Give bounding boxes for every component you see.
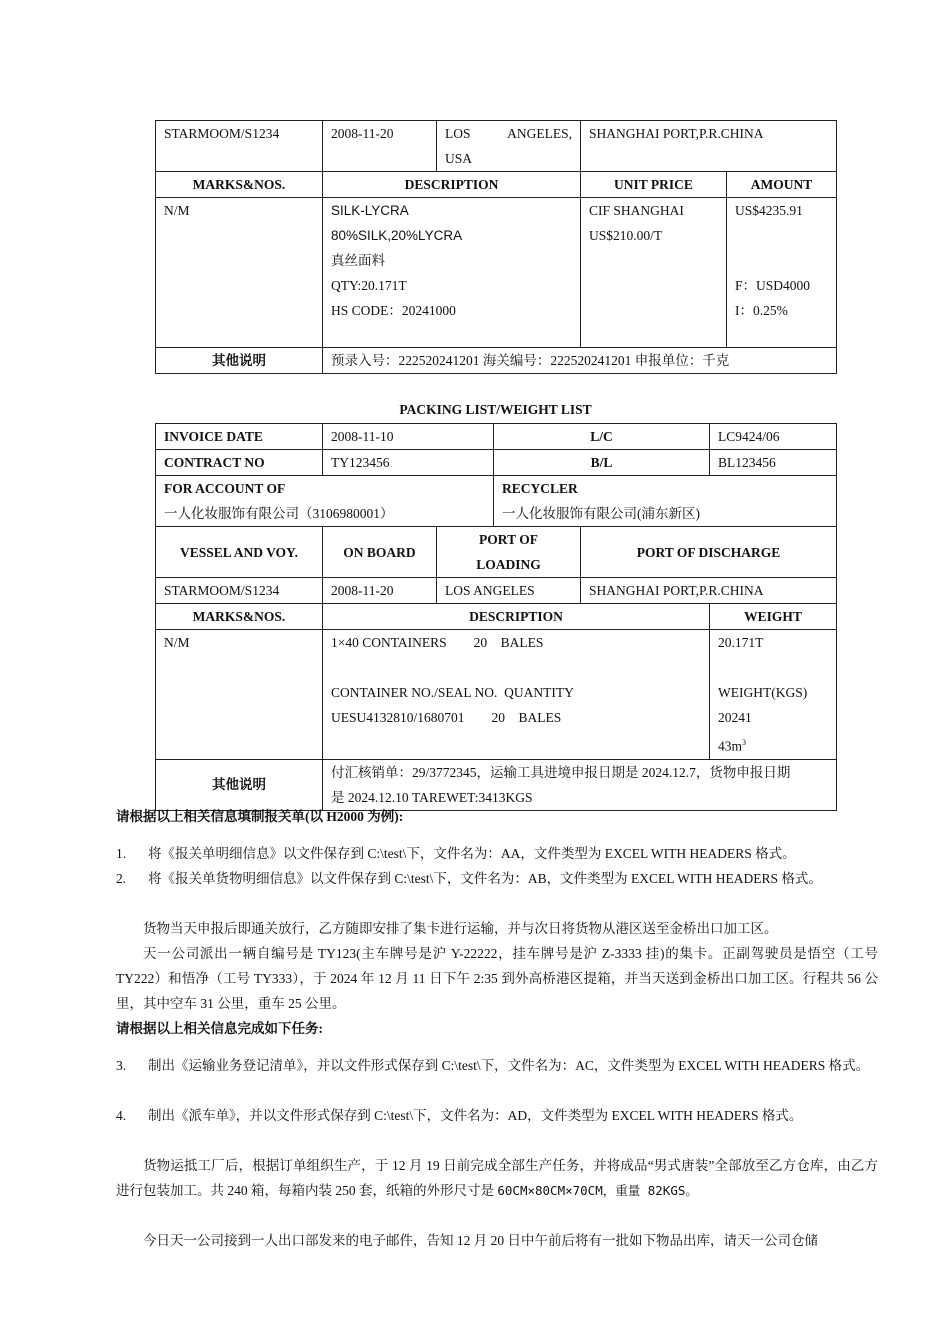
pl-desc-line: UESU4132810/1680701 20 BALES	[331, 710, 562, 725]
pl-other-cell	[323, 759, 837, 810]
task-text: 将《报关单明细信息》以文件保存到 C:\test\下，文件名为：AA，文件类型为 EXCEL WITH HEADERS 格式。	[148, 846, 796, 861]
account-value: 一人化妆服饰有限公司（3106980001）	[164, 506, 394, 521]
lc-label: L/C	[494, 424, 710, 450]
decl-header-description: DESCRIPTION	[323, 172, 581, 198]
price-line: CIF SHANGHAI	[589, 203, 684, 218]
on-board-label: ON BOARD	[323, 527, 437, 578]
decl-header-amount: AMOUNT	[727, 172, 837, 198]
pl-weight-line: 20241	[718, 710, 752, 725]
contract-label: CONTRACT NO	[156, 450, 323, 476]
paragraph-4: 今日天一公司接到一人出口部发来的电子邮件，告知 12 月 20 日中午前后将有一批如下物品出库，请天一公司仓储	[143, 1233, 818, 1248]
pl-other-label: 其他说明	[156, 759, 323, 810]
packing-table	[155, 423, 837, 811]
decl-amount-cell	[727, 198, 837, 348]
packing-list-title: PACKING LIST/WEIGHT LIST	[399, 402, 592, 417]
decl-port-from-3: USA	[445, 151, 473, 166]
instruction-1: 请根据以上相关信息填制报关单(以 H2000 为例):	[116, 809, 404, 824]
desc-line: 80%SILK,20%LYCRA	[331, 228, 463, 243]
lc-value: LC9424/06	[710, 424, 837, 450]
pod-value: SHANGHAI PORT,P.R.CHINA	[581, 578, 837, 604]
pod-label: PORT OF DISCHARGE	[581, 527, 837, 578]
decl-header-marks: MARKS&NOS.	[156, 172, 323, 198]
desc-line: QTY:20.171T	[331, 278, 407, 293]
paragraph-3-dims: 60CM×80CM×70CM，重量 82KGS。	[497, 1183, 698, 1198]
task-item	[116, 1053, 878, 1078]
task-num: 4.	[116, 1108, 127, 1123]
pl-weight-label: WEIGHT	[710, 604, 837, 630]
pl-weight-line: 20.171T	[718, 635, 764, 650]
pl-desc-line: 1×40 CONTAINERS 20 BALES	[331, 635, 544, 650]
price-line: US$210.00/T	[589, 228, 663, 243]
vessel-label: VESSEL AND VOY.	[156, 527, 323, 578]
task-text: 将《报关单货物明细信息》以文件保存到 C:\test\下，文件名为：AB，文件类型为 EXCEL WITH HEADERS 格式。	[148, 871, 822, 886]
decl-port-from-2: ANGELES,	[507, 126, 572, 141]
decl-amount: US$4235.91	[735, 203, 803, 218]
decl-date: 2008-11-20	[323, 121, 437, 172]
on-board-value: 2008-11-20	[323, 578, 437, 604]
pol-label-2: LOADING	[476, 557, 541, 572]
contract-value: TY123456	[323, 450, 494, 476]
pl-volume	[718, 730, 828, 759]
task-item	[116, 1103, 878, 1128]
decl-other-label: 其他说明	[156, 348, 323, 374]
declaration-table	[155, 120, 837, 374]
task-item	[116, 866, 878, 891]
pl-other-line: 付汇核销单：29/3772345，运输工具进境申报日期是 2024.12.7，货物申报日期	[331, 764, 791, 780]
task-num: 2.	[116, 871, 127, 886]
pl-desc-label: DESCRIPTION	[323, 604, 710, 630]
bl-label: B/L	[494, 450, 710, 476]
recycler-cell	[494, 476, 837, 527]
task-num: 1.	[116, 846, 127, 861]
decl-marks: N/M	[156, 198, 323, 348]
decl-unit-price	[581, 198, 727, 348]
bl-value: BL123456	[710, 450, 837, 476]
paragraph-2: 天一公司派出一辆自编号是 TY123(主车牌号是沪 Y-22222，挂车牌号是沪 Z-3333 挂)的集卡。正副驾驶员是悟空（工号 TY222）和悟净（工号 TY333），于 2024 年 12 月 11 日下午 2:35 到外高桥港区提箱，并当天送到金桥出口加工区。行程共 56 公里，其中空车 31 公里，重车 25 公里。	[116, 946, 878, 1011]
pl-description	[323, 630, 710, 760]
pol-label-1: PORT OF	[479, 532, 538, 547]
recycler-label: RECYCLER	[502, 481, 578, 496]
instruction-2: 请根据以上相关信息完成如下任务:	[116, 1021, 323, 1036]
decl-description	[323, 198, 581, 348]
pol-value: LOS ANGELES	[437, 578, 581, 604]
task-num: 3.	[116, 1058, 127, 1073]
pl-desc-line: CONTAINER NO./SEAL NO. QUANTITY	[331, 685, 574, 700]
pl-volume-value: 43m	[718, 738, 743, 754]
desc-line: SILK-LYCRA	[331, 203, 409, 218]
paragraph-3	[116, 1153, 878, 1203]
paragraph-1: 货物当天申报后即通关放行，乙方随即安排了集卡进行运输，并与次日将货物从港区送至金桥出口加工区。	[143, 921, 778, 936]
decl-insurance: I：0.25%	[735, 303, 788, 318]
desc-line: 真丝面料	[331, 253, 385, 268]
vessel-value: STARMOOM/S1234	[156, 578, 323, 604]
desc-line: HS CODE：20241000	[331, 303, 456, 318]
decl-header-unit-price: UNIT PRICE	[581, 172, 727, 198]
paragraph-3-main: 货物运抵工厂后，根据订单组织生产，于 12 月 19 日前完成全部生产任务，并将成品“男式唐装”全部放至乙方仓库，由乙方进行包装加工。共 240 箱，每箱内装 250 套，纸箱的外形尺寸是	[116, 1158, 878, 1198]
pl-volume-sup: 3	[742, 738, 747, 747]
invoice-date: 2008-11-10	[323, 424, 494, 450]
decl-port-from	[437, 121, 581, 172]
decl-freight: F：USD4000	[735, 278, 811, 293]
recycler-value: 一人化妆服饰有限公司(浦东新区)	[502, 506, 700, 521]
pl-marks: N/M	[156, 630, 323, 760]
pol-label	[437, 527, 581, 578]
pl-marks-label: MARKS&NOS.	[156, 604, 323, 630]
account-label: FOR ACCOUNT OF	[164, 481, 286, 496]
task-item	[116, 841, 878, 866]
task-text: 制出《运输业务登记清单》，并以文件形式保存到 C:\test\下，文件名为：AC，文件类型为 EXCEL WITH HEADERS 格式。	[148, 1058, 870, 1073]
decl-port-from-1: LOS	[445, 126, 471, 141]
pl-other-line: 是 2024.12.10 TAREWET:3413KGS	[331, 789, 533, 805]
task-text: 制出《派车单》，并以文件形式保存到 C:\test\下，文件名为：AD，文件类型为 EXCEL WITH HEADERS 格式。	[148, 1108, 803, 1123]
pl-weight	[710, 630, 837, 760]
decl-port-to: SHANGHAI PORT,P.R.CHINA	[581, 121, 837, 172]
invoice-date-label: INVOICE DATE	[156, 424, 323, 450]
decl-other-text: 预录入号：222520241201 海关编号：222520241201 申报单位：千克	[323, 348, 837, 374]
pl-weight-line: WEIGHT(KGS)	[718, 685, 808, 700]
decl-vessel: STARMOOM/S1234	[156, 121, 323, 172]
account-cell	[156, 476, 494, 527]
